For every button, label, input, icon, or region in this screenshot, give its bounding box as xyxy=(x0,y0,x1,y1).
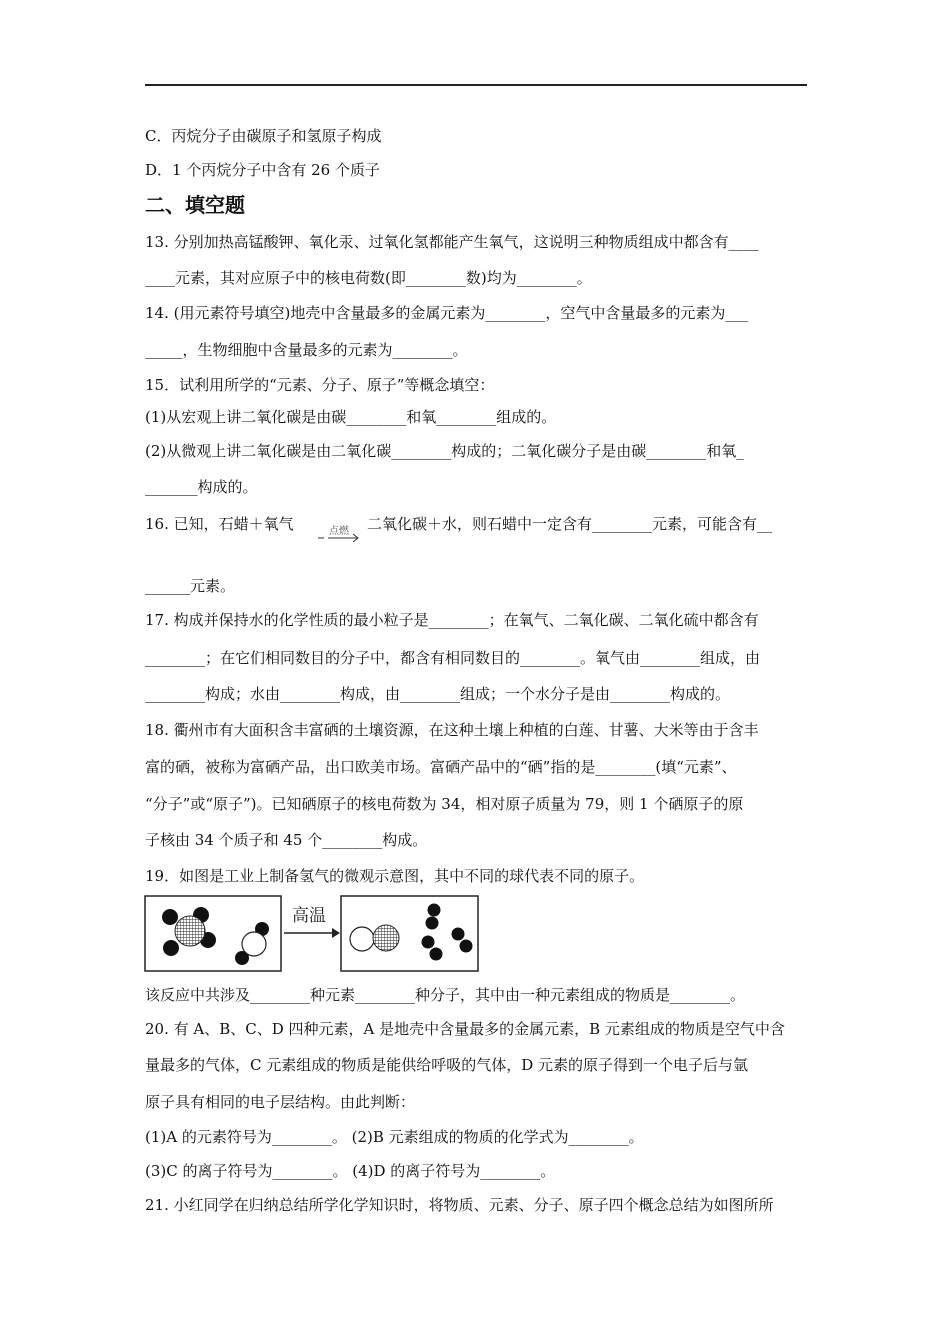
q16-line-1-start: 16. 已知，石蜡＋氧气 xyxy=(145,515,294,533)
q16-line-2: ______元素。 xyxy=(145,577,236,595)
q13-line-1: 13. 分别加热高锰酸钾、氧化汞、过氧化氢都能产生氧气，这说明三种物质组成中都含有____ xyxy=(145,233,759,251)
q14-line-1: 14. (用元素符号填空)地壳中含量最多的金属元素为________，空气中含量最多的元素为___ xyxy=(145,304,748,322)
option-d: D．1 个丙烷分子中含有 26 个质子 xyxy=(145,161,380,179)
q21-line-1: 21. 小红同学在归纳总结所学化学知识时，将物质、元素、分子、原子四个概念总结为如图所所 xyxy=(145,1196,774,1214)
q19-line-1: 19．如图是工业上制备氢气的微观示意图，其中不同的球代表不同的原子。 xyxy=(145,867,645,885)
reaction-arrow-icon xyxy=(316,519,362,543)
q20-line-3: 原子具有相同的电子层结构。由此判断： xyxy=(145,1093,416,1111)
q17-line-3: ________构成；水由________构成，由________组成；一个水分子是由________构成的。 xyxy=(145,685,731,703)
q17-line-1: 17. 构成并保持水的化学性质的最小粒子是________；在氧气、二氧化碳、二氧化硫中都含有 xyxy=(145,611,759,629)
q18-line-2: 富的硒，被称为富硒产品，出口欧美市场。富硒产品中的“硒”指的是________(填“元素”、 xyxy=(145,758,737,776)
q20-part-3-4: (3)C 的离子符号为________。 (4)D 的离子符号为________。 xyxy=(145,1162,556,1180)
q20-part-1-2: (1)A 的元素符号为________。 (2)B 元素组成的物质的化学式为________。 xyxy=(145,1128,644,1146)
q18-line-3: “分子”或“原子”)。已知硒原子的核电荷数为 34，相对原子质量为 79，则 1 个硒原子的原 xyxy=(145,795,744,813)
q14-line-2: _____，生物细胞中含量最多的元素为________。 xyxy=(145,341,468,359)
q19-line-2: 该反应中共涉及________种元素________种分子，其中由一种元素组成的物质是________。 xyxy=(145,986,746,1004)
q18-line-1: 18. 衢州市有大面积含丰富硒的土壤资源，在这种土壤上种植的白莲、甘薯、大米等由于含丰 xyxy=(145,721,759,739)
q20-line-1: 20. 有 A、B、C、D 四种元素，A 是地壳中含量最多的金属元素，B 元素组成的物质是空气中含 xyxy=(145,1020,785,1038)
diagram-label: 高温 xyxy=(292,906,326,926)
q15-intro: 15．试利用所学的“元素、分子、原子”等概念填空： xyxy=(145,376,495,394)
arrow-label: 点燃 xyxy=(329,526,349,537)
q15-part-1: (1)从宏观上讲二氧化碳是由碳________和氧________组成的。 xyxy=(145,408,557,426)
q20-line-2: 量最多的气体，C 元素组成的物质是能供给呼吸的气体，D 元素的原子得到一个电子后与氩 xyxy=(145,1056,749,1074)
q13-line-2: ____元素，其对应原子中的核电荷数(即________数)均为________。 xyxy=(145,269,592,287)
q17-line-2: ________；在它们相同数目的分子中，都含有相同数目的________。氧气由________组成，由 xyxy=(145,649,761,667)
reaction-diagram xyxy=(144,895,484,973)
q15-part-2-line-1: (2)从微观上讲二氧化碳是由二氧化碳________构成的；二氧化碳分子是由碳________和氧_ xyxy=(145,442,744,460)
option-c: C．丙烷分子由碳原子和氢原子构成 xyxy=(145,127,382,145)
top-rule xyxy=(145,84,807,86)
section-heading: 二、填空题 xyxy=(145,193,245,217)
q18-line-4: 子核由 34 个质子和 45 个________构成。 xyxy=(145,831,428,849)
high-temp-arrow xyxy=(284,906,340,938)
q16-line-1-end: 二氧化碳＋水，则石蜡中一定含有________元素，可能含有__ xyxy=(367,515,773,533)
q15-part-2-line-2: _______构成的。 xyxy=(145,478,258,496)
